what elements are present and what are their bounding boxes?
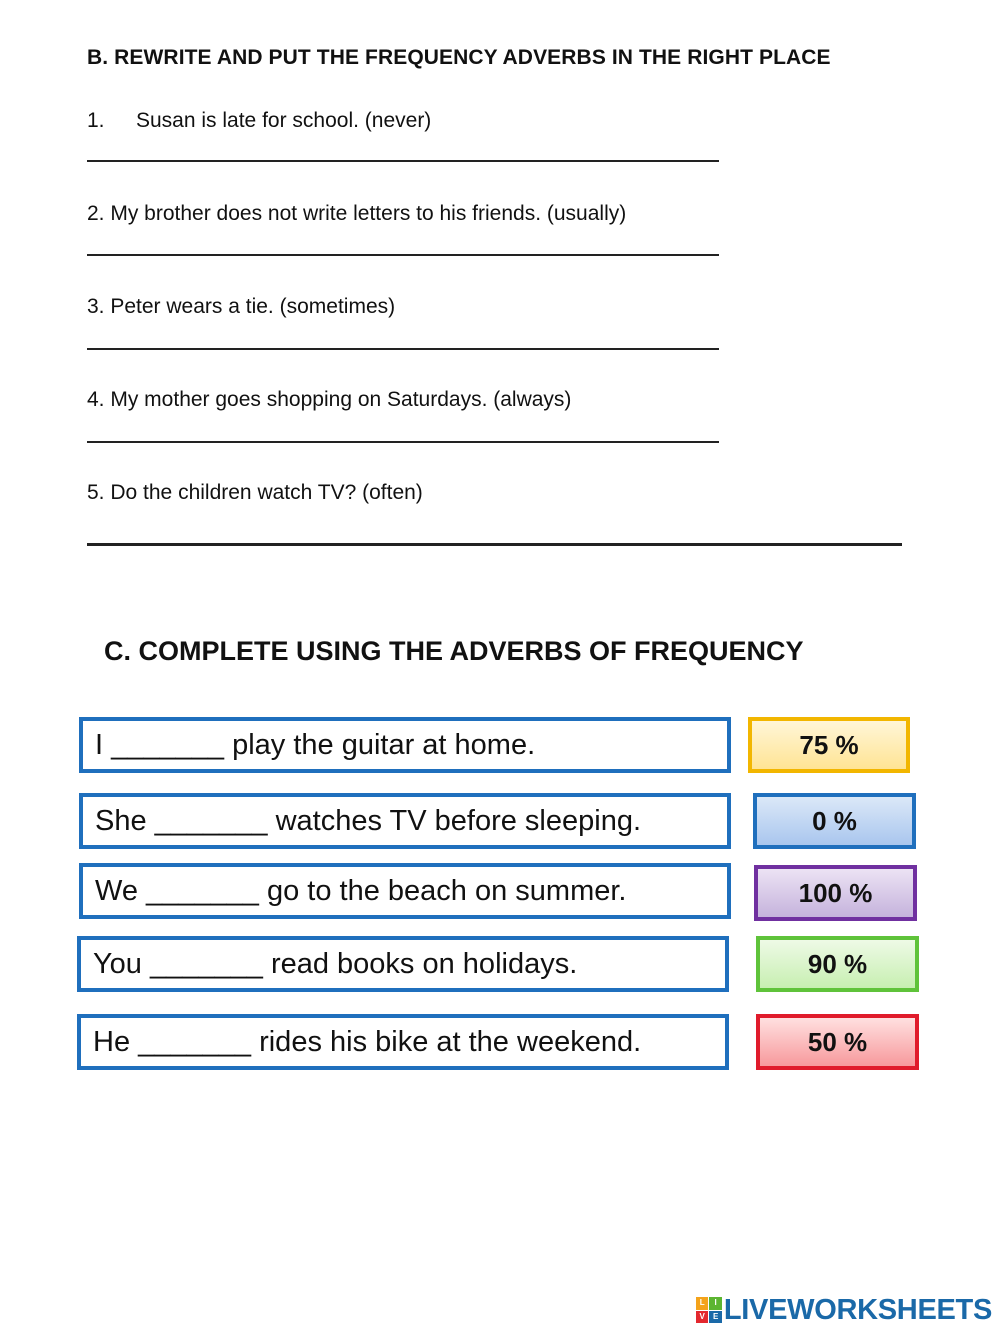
sentence-box-4[interactable]: You _______ read books on holidays. (77, 936, 729, 992)
question-number: 2. (87, 202, 105, 225)
logo-mark-icon (696, 1297, 722, 1323)
sentence-box-1[interactable]: I _______ play the guitar at home. (79, 717, 731, 773)
question-text: Peter wears a tie. (sometimes) (110, 295, 396, 318)
answer-line-3[interactable] (87, 348, 719, 350)
logo-text: LIVEWORKSHEETS (723, 1293, 992, 1326)
question-1 (87, 109, 431, 133)
answer-line-2[interactable] (87, 254, 719, 256)
question-5 (87, 481, 423, 505)
question-text: My mother goes shopping on Saturdays. (always) (110, 388, 572, 411)
answer-line-1[interactable] (87, 160, 719, 162)
logo-mark-letter: I (709, 1297, 722, 1310)
answer-line-4[interactable] (87, 441, 719, 443)
question-number: 3. (87, 295, 105, 318)
percentage-box-0[interactable]: 0 % (753, 793, 916, 849)
question-number: 1. (87, 109, 105, 132)
sentence-box-3[interactable]: We _______ go to the beach on summer. (79, 863, 731, 919)
question-number: 4. (87, 388, 105, 411)
percentage-box-75[interactable]: 75 % (748, 717, 910, 773)
logo-mark-letter: V (696, 1311, 709, 1324)
liveworksheets-logo (696, 1292, 992, 1328)
percentage-box-100[interactable]: 100 % (754, 865, 917, 921)
question-text: Do the children watch TV? (often) (110, 481, 423, 504)
question-3 (87, 295, 395, 319)
section-c-title: C. COMPLETE USING THE ADVERBS OF FREQUENCY (104, 636, 804, 666)
section-b-title: B. REWRITE AND PUT THE FREQUENCY ADVERBS IN THE RIGHT PLACE (87, 46, 831, 69)
sentence-box-5[interactable]: He _______ rides his bike at the weekend. (77, 1014, 729, 1070)
logo-mark-letter: E (709, 1311, 722, 1324)
logo-mark-letter: L (696, 1297, 709, 1310)
question-text: My brother does not write letters to his friends. (usually) (110, 202, 627, 225)
percentage-box-90[interactable]: 90 % (756, 936, 919, 992)
sentence-box-2[interactable]: She _______ watches TV before sleeping. (79, 793, 731, 849)
percentage-box-50[interactable]: 50 % (756, 1014, 919, 1070)
question-text: Susan is late for school. (never) (136, 109, 432, 132)
answer-line-5[interactable] (87, 543, 902, 546)
question-2 (87, 202, 626, 226)
question-4 (87, 388, 571, 412)
question-number: 5. (87, 481, 105, 504)
